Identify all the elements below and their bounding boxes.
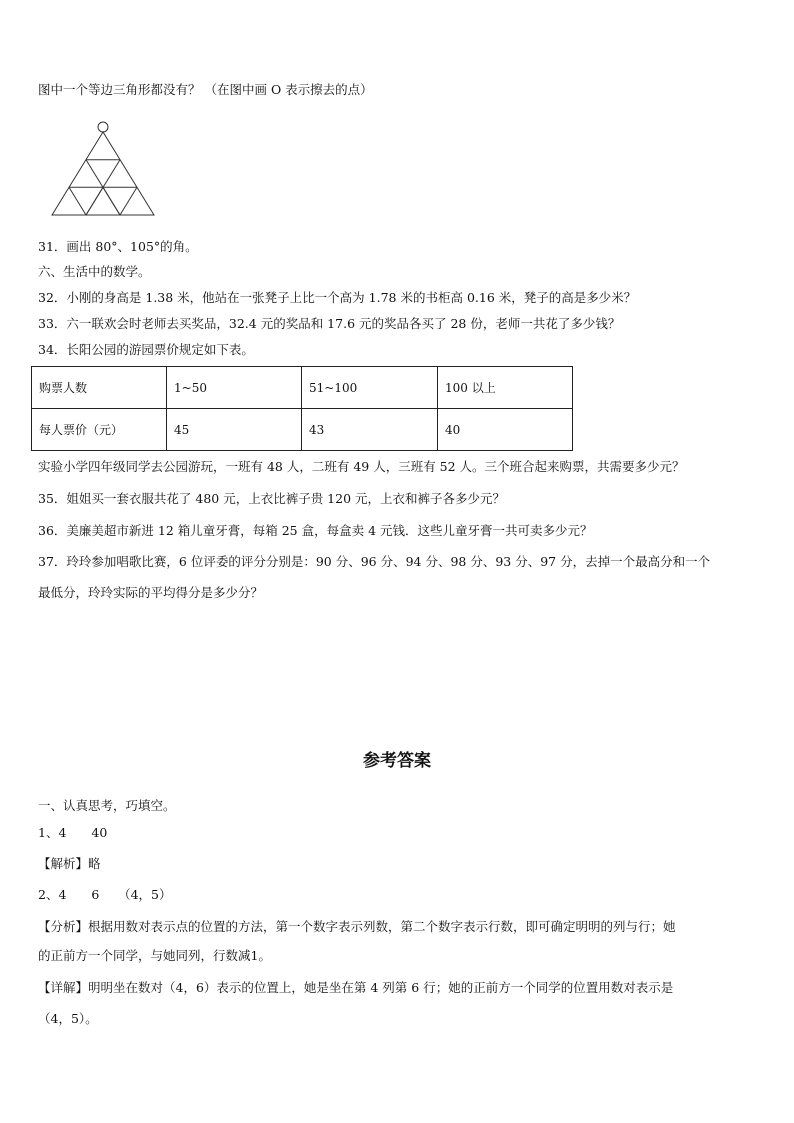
table-cell: 1~50 bbox=[167, 367, 302, 409]
table-row bbox=[32, 409, 573, 451]
question-intro-text: 图中一个等边三角形都没有？ （在图中画 O 表示擦去的点） bbox=[38, 82, 373, 97]
answer-section-1-heading: 一、认真思考，巧填空。 bbox=[38, 798, 176, 813]
table-cell: 45 bbox=[167, 409, 302, 451]
table-cell: 每人票价（元） bbox=[32, 409, 167, 451]
table-cell: 40 bbox=[438, 409, 573, 451]
ticket-price-table bbox=[31, 366, 573, 451]
answer-1: 1、4 40 bbox=[38, 825, 108, 840]
table-row bbox=[32, 367, 573, 409]
table-cell: 100 以上 bbox=[438, 367, 573, 409]
question-34-followup: 实验小学四年级同学去公园游玩，一班有 48 人，二班有 49 人，三班有 52 人。三个班合起来购票，共需要多少元？ bbox=[38, 459, 685, 474]
question-37-line-1: 37．玲玲参加唱歌比赛，6 位评委的评分分别是：90 分、96 分、94 分、98 分、93 分、97 分，去掉一个最高分和一个 bbox=[38, 554, 711, 569]
question-37-line-2: 最低分，玲玲实际的平均得分是多少分？ bbox=[38, 585, 264, 600]
answer-2-detail-line-1: 【详解】明明坐在数对（4，6）表示的位置上，她是坐在第 4 列第 6 行；她的正前方一个同学的位置用数对表示是 bbox=[38, 980, 674, 995]
erased-point-circle bbox=[98, 122, 108, 132]
table-cell: 43 bbox=[302, 409, 438, 451]
question-32: 32．小刚的身高是 1.38 米，他站在一张凳子上比一个高为 1.78 米的书柜高 0.16 米，凳子的高是多少米？ bbox=[38, 290, 637, 305]
answer-2-detail-line-2: （4，5）。 bbox=[38, 1011, 98, 1026]
answer-2-analysis-line-1: 【分析】根据用数对表示点的位置的方法，第一个数字表示列数，第二个数字表示行数，即可确定明明的列与行；她 bbox=[38, 919, 676, 934]
question-34: 34．长阳公园的游园票价规定如下表。 bbox=[38, 342, 254, 357]
question-33: 33．六一联欢会时老师去买奖品，32.4 元的奖品和 17.6 元的奖品各买了 28 份，老师一共花了多少钱？ bbox=[38, 316, 621, 331]
question-31: 31．画出 80°、105°的角。 bbox=[38, 239, 198, 254]
question-36: 36．美廉美超市新进 12 箱儿童牙膏，每箱 25 盒，每盒卖 4 元钱．这些儿童牙膏一共可卖多少元？ bbox=[38, 523, 593, 538]
triangle-grid bbox=[52, 132, 154, 215]
section-6-heading: 六、生活中的数学。 bbox=[38, 264, 151, 279]
answer-2: 2、4 6 （4，5） bbox=[38, 887, 172, 902]
answer-1-analysis: 【解析】略 bbox=[38, 856, 101, 871]
question-35: 35．姐姐买一套衣服共花了 480 元，上衣比裤子贵 120 元，上衣和裤子各多少元？ bbox=[38, 491, 506, 506]
table-cell: 购票人数 bbox=[32, 367, 167, 409]
answer-key-title: 参考答案 bbox=[363, 751, 431, 771]
triangle-figure bbox=[48, 118, 158, 218]
answer-2-analysis-line-2: 的正前方一个同学，与她同列，行数减1。 bbox=[38, 948, 271, 963]
table-cell: 51~100 bbox=[302, 367, 438, 409]
